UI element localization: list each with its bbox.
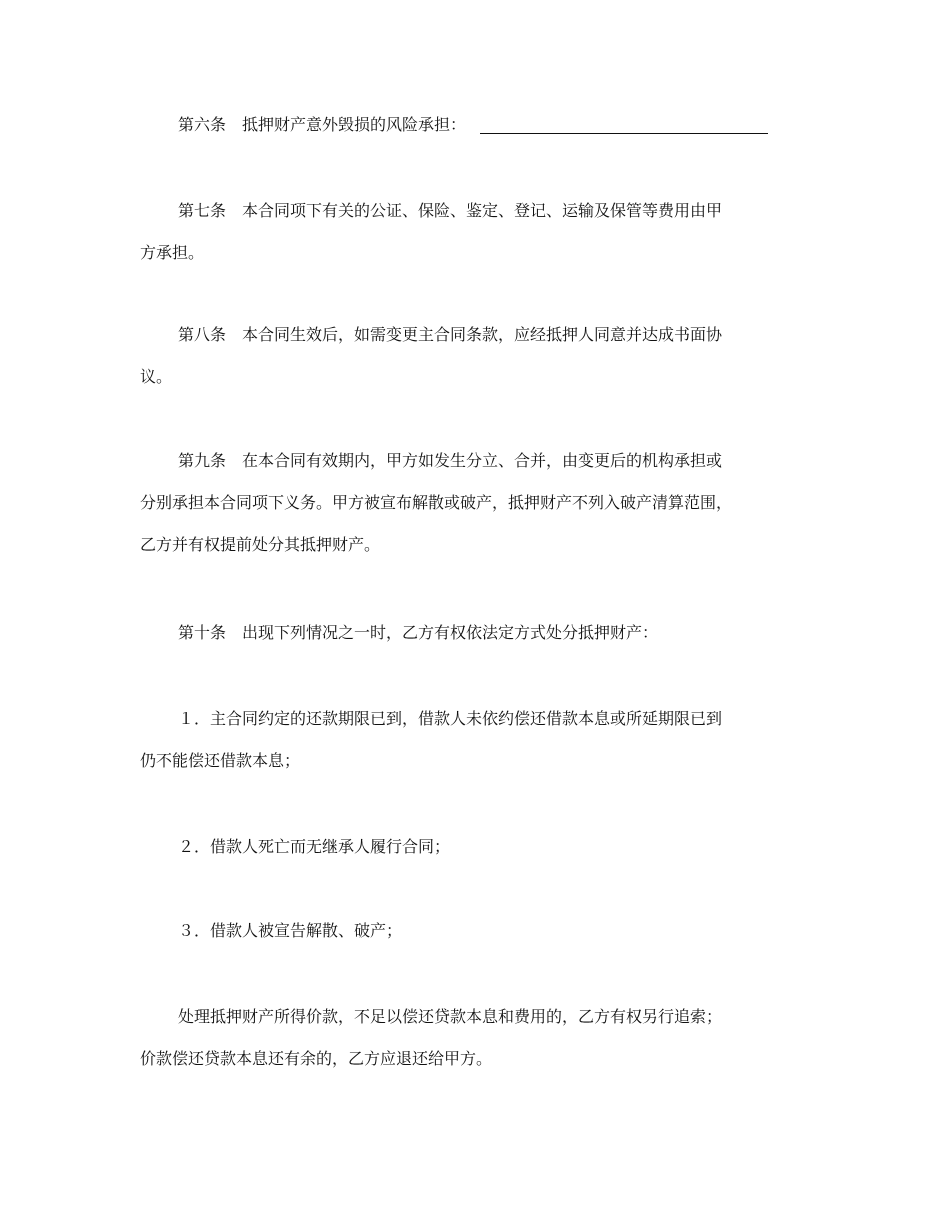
list-item-1-line-2: 仍不能偿还借款本息； (140, 751, 301, 770)
article-9 (140, 440, 820, 566)
article-7-line-1: 本合同项下有关的公证、保险、鉴定、登记、运输及保管等费用由甲 (242, 201, 723, 220)
article-8-line-2: 议。 (140, 367, 173, 386)
closing-line-1: 处理抵押财产所得价款，不足以偿还贷款本息和费用的，乙方有权另行追索； (178, 1007, 723, 1026)
list-item-3-text: ３．借款人被宣告解散、破产； (178, 921, 403, 940)
article-9-label: 第九条 (178, 451, 227, 470)
article-8-line-1: 本合同生效后，如需变更主合同条款，应经抵押人同意并达成书面协 (242, 325, 723, 344)
article-8-label: 第八条 (178, 325, 227, 344)
list-item-1 (140, 698, 820, 782)
closing-paragraph (140, 996, 820, 1080)
article-9-line-2: 分别承担本合同项下义务。甲方被宣布解散或破产，抵押财产不列入破产清算范围， (140, 493, 733, 512)
list-item-2 (140, 826, 820, 868)
article-10-text: 出现下列情况之一时，乙方有权依法定方式处分抵押财产： (242, 623, 659, 642)
article-6-text: 抵押财产意外毁损的风险承担： (242, 115, 467, 134)
fill-in-blank-line[interactable] (480, 115, 768, 134)
article-6 (140, 104, 820, 146)
list-item-1-line-1: １．主合同约定的还款期限已到，借款人未依约偿还借款本息或所延期限已到 (178, 709, 723, 728)
article-9-line-3: 乙方并有权提前处分其抵押财产。 (140, 535, 381, 554)
article-8 (140, 314, 820, 398)
article-7 (140, 190, 820, 274)
article-7-line-2: 方承担。 (140, 243, 205, 262)
article-9-line-1: 在本合同有效期内，甲方如发生分立、合并，由变更后的机构承担或 (242, 451, 723, 470)
article-10 (140, 612, 820, 654)
article-10-label: 第十条 (178, 623, 227, 642)
article-7-label: 第七条 (178, 201, 227, 220)
list-item-2-text: ２．借款人死亡而无继承人履行合同； (178, 837, 451, 856)
closing-line-2: 价款偿还贷款本息还有余的，乙方应退还给甲方。 (140, 1049, 493, 1068)
article-6-label: 第六条 (178, 115, 227, 134)
list-item-3 (140, 910, 820, 952)
